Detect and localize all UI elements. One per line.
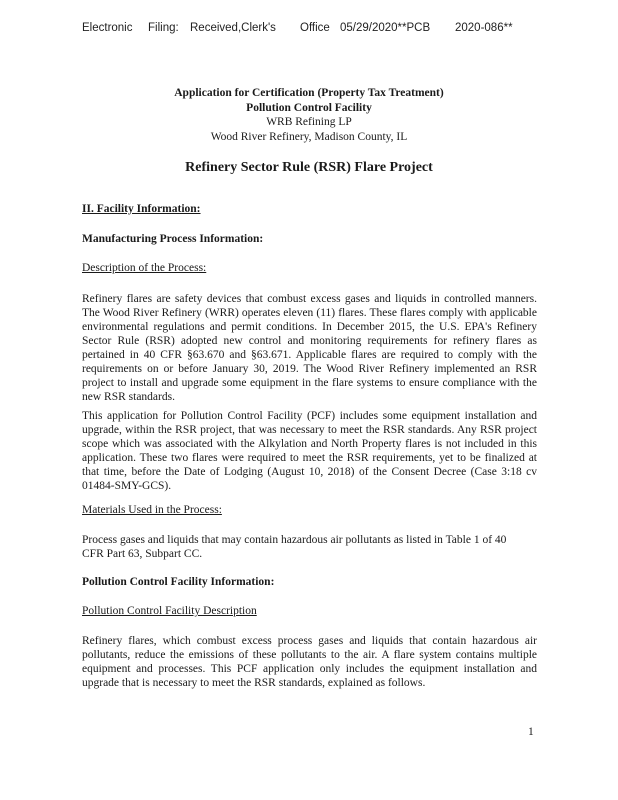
stamp-received: Received,Clerk's <box>190 22 276 34</box>
stamp-electronic: Electronic <box>82 22 133 34</box>
stamp-case-number: 2020-086** <box>455 22 513 34</box>
paragraph-pcf-description: Refinery flares, which combust excess process gases and liquids that contain hazardous air pollutants, reduce the emissions of these pollutants to the air. A flare system contains multiple equipment and processes. This PCF application only includes the equipment installation and upgrade that is necessary to meet the RSR standards, explained as follows. <box>82 635 537 689</box>
stamp-office: Office <box>300 22 330 34</box>
paragraph-pcf-application: This application for Pollution Control Facility (PCF) includes some equipment installation and upgrade, within the RSR project, that was necessary to meet the RSR standards. Any RSR project scope which was associated with the Alkylation and North Property flares is not included in this application. These two flares were required to meet the RSR requirements, yet to be finalized at that time, before the Date of Lodging (August 10, 2018) of the Consent Decree (Case 3:18 cv 01484-SMY-GCS). <box>82 410 537 492</box>
heading-manufacturing-process: Manufacturing Process Information: <box>82 233 264 245</box>
heading-description-of-process: Description of the Process: <box>82 262 207 274</box>
heading-facility-information: II. Facility Information: <box>82 203 201 215</box>
heading-materials-used: Materials Used in the Process: <box>82 504 222 516</box>
document-subtitle: Refinery Sector Rule (RSR) Flare Project <box>185 160 433 175</box>
heading-pcf-description: Pollution Control Facility Description <box>82 605 257 617</box>
title-line-1: Application for Certification (Property Tax Treatment) <box>174 87 444 99</box>
paragraph-process-description: Refinery flares are safety devices that combust excess gases and liquids in controlled manners. The Wood River Refinery (WRR) operates eleven (11) flares. These flares comply with applicable environmental regulations and permit conditions. In December 2015, the U.S. EPA's Refinery Sector Rule (RSR) adopted new control and monitoring requirements for refinery flares as pertained in 40 CFR §63.670 and §63.671. Applicable flares are required to comply with the requirements on or before January 30, 2019. The Wood River Refinery implemented an RSR project to install and upgrade some equipment in the flare systems to ensure compliance with the new RSR standards. <box>82 293 537 403</box>
title-line-2: Pollution Control Facility <box>246 101 372 114</box>
title-line-4: Wood River Refinery, Madison County, IL <box>210 130 408 143</box>
document-title-block <box>0 86 618 144</box>
page-number: 1 <box>528 726 534 738</box>
title-line-3: WRB Refining LP <box>266 116 352 128</box>
stamp-filing: Filing: <box>148 22 179 34</box>
paragraph-materials: Process gases and liquids that may contain hazardous air pollutants as listed in Table 1 of 40 CFR Part 63, Subpart CC. <box>82 534 507 560</box>
heading-pcf-information: Pollution Control Facility Information: <box>82 576 275 588</box>
stamp-date: 05/29/2020**PCB <box>340 22 431 34</box>
